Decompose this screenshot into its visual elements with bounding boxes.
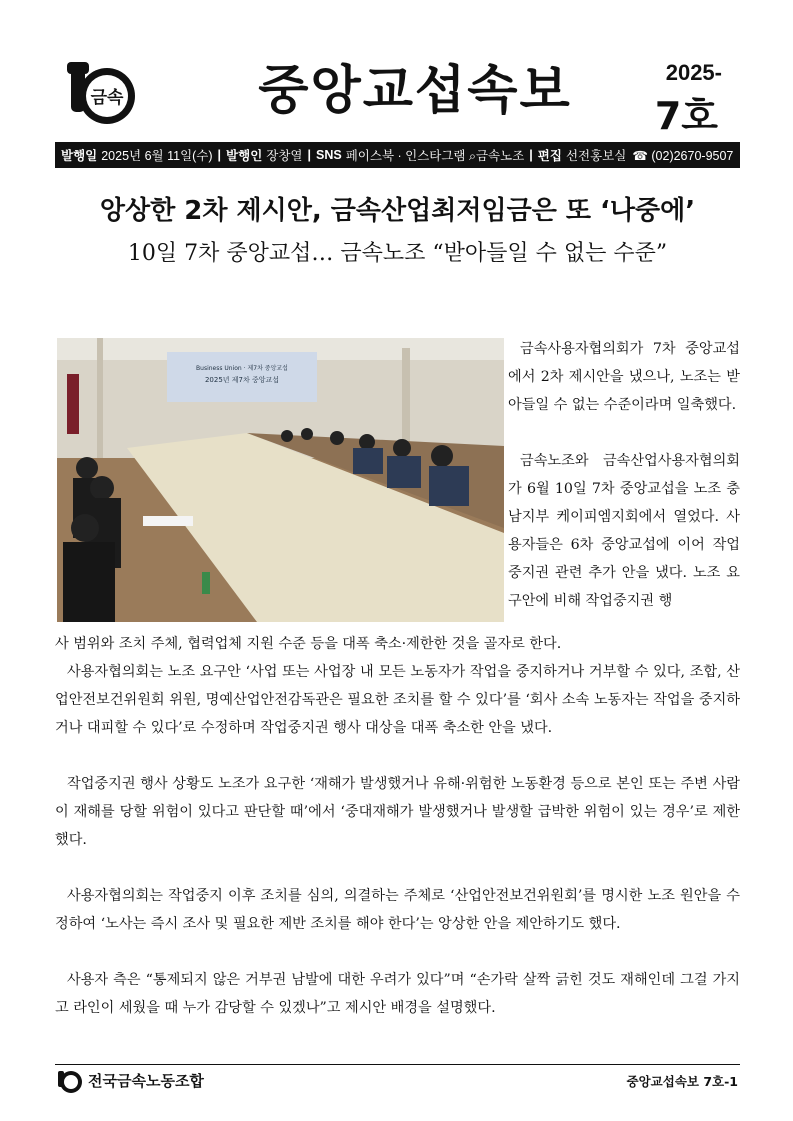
paragraph-gap <box>55 938 740 966</box>
meeting-photo <box>57 338 504 622</box>
footer-org-name: 전국금속노동조합 <box>88 1072 204 1090</box>
paragraph-gap <box>55 742 740 770</box>
issue-number: 7호 <box>654 94 718 138</box>
phone-number: ☎ (02)2670-9507 <box>632 148 734 163</box>
article-subhead: 10일 7차 중앙교섭… 금속노조 “받아들일 수 없는 수준” <box>127 241 668 266</box>
svg-text:2025년 제7차 중앙교섭: 2025년 제7차 중앙교섭 <box>204 376 280 384</box>
article-body <box>55 630 740 1022</box>
date-label: 발행일 <box>61 149 98 163</box>
svg-text:금속: 금속 <box>90 88 124 108</box>
sns-value: 페이스북 · 인스타그램 ⌕금속노조 <box>345 149 525 163</box>
paragraph: 금속노조와 금속산업사용자협의회가 6월 10일 7차 중앙교섭을 노조 충남지부 케이피엠지회에서 열었다. 사용자들은 6차 중앙교섭에 이어 작업중지권 관련 추가 안을 냈다. 노조 요구안에 비해 작업중지권 행 <box>508 453 740 609</box>
newsletter-title: 중앙교섭속보 <box>258 61 572 121</box>
publisher-value: 장창열 <box>266 149 303 163</box>
union-logo-icon <box>57 1068 83 1094</box>
editor-value: 선전홍보실 <box>565 149 627 163</box>
footer-divider <box>55 1064 740 1065</box>
paragraph-continuation: 사 범위와 조치 주체, 협력업체 지원 수준 등을 대폭 축소·제한한 것을 골자로 한다. <box>55 636 562 652</box>
paragraph: 사용자협의회는 작업중지 이후 조치를 심의, 의결하는 주체로 ‘산업안전보건위원회’를 명시한 노조 원안을 수정하여 ‘노사는 즉시 조사 및 필요한 제반 조치를 해야 한다’는 앙상한 안을 제안하기도 했다. <box>55 888 740 932</box>
separator: | <box>307 148 312 162</box>
article-headline: 앙상한 2차 제시안, 금속산업최저임금은 또 ‘나중에’ <box>99 196 696 226</box>
paragraph: 작업중지권 행사 상황도 노조가 요구한 ‘재해가 발생했거나 유해·위험한 노동환경 등으로 본인 또는 주변 사람이 재해를 당할 위험이 있다고 판단할 때’에서 ‘중대재해가 발생했거나 발생할 급박한 위험이 있는 경우’로 제한했다. <box>55 776 740 848</box>
article-intro-column <box>508 335 740 615</box>
paragraph: 금속사용자협의회가 7차 중앙교섭에서 2차 제시안을 냈으나, 노조는 받아들일 수 없는 수준이라며 일축했다. <box>508 341 740 413</box>
footer-page-label: 중앙교섭속보 7호-1 <box>626 1074 738 1089</box>
paragraph-gap <box>508 419 740 447</box>
date-value: 2025년 6월 11일(수) <box>101 149 213 163</box>
sns-label: SNS <box>316 148 342 162</box>
svg-text:Business Union · 제7차 중앙교섭: Business Union · 제7차 중앙교섭 <box>196 365 288 372</box>
publication-info-bar <box>55 142 740 168</box>
paragraph: 사용자협의회는 노조 요구안 ‘사업 또는 사업장 내 모든 노동자가 작업을 중지하거나 거부할 수 있다, 조합, 산업안전보건위원회 위원, 명예산업안전감독관은 필요한 조치를 할 수 있다’를 ‘회사 소속 노동자는 작업을 중지하거나 대피할 수 있다’로 수정하며 작업중지권 행사 대상을 대폭 축소한 안을 냈다. <box>55 664 740 736</box>
union-fist-logo-icon <box>67 58 137 130</box>
issue-year: 2025- <box>665 60 722 85</box>
masthead <box>55 50 740 140</box>
editor-label: 편집 <box>537 149 562 163</box>
paragraph: 사용자 측은 “통제되지 않은 거부권 남발에 대한 우려가 있다”며 “손가락 살짝 긁힌 것도 재해인데 그걸 가지고 라인이 세웠을 때 누가 감당할 수 있겠나”고 제시안 배경을 설명했다. <box>55 972 740 1016</box>
paragraph-gap <box>55 854 740 882</box>
publisher-label: 발행인 <box>226 149 263 163</box>
separator: | <box>217 148 222 162</box>
separator: | <box>529 148 533 162</box>
